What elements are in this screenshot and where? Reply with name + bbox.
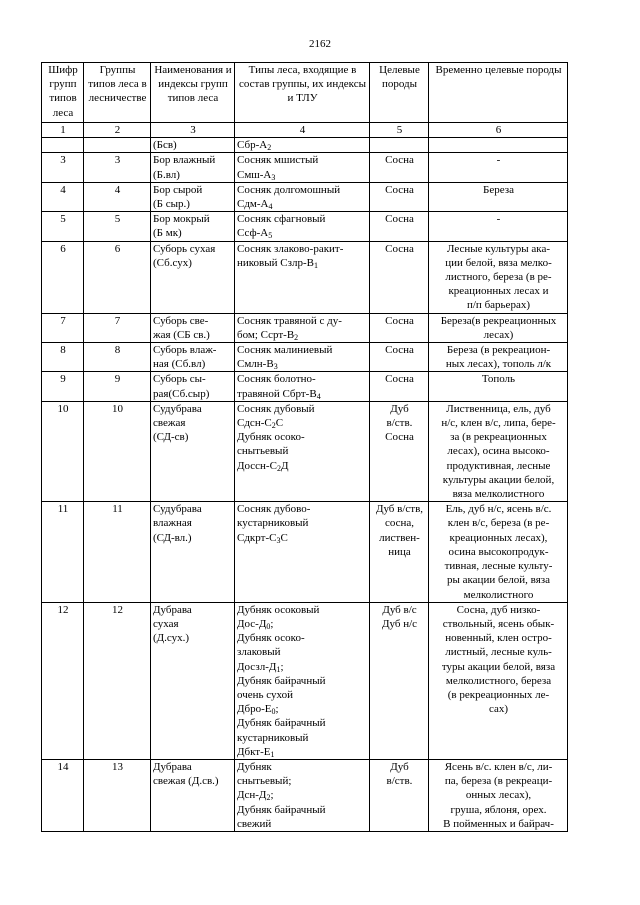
forest-types-cell: Сосняк малиниевый Смлн-$В_3$ xyxy=(235,343,370,372)
table-row xyxy=(42,153,568,182)
header-cell: Наименования и индексы групп типов леса xyxy=(151,63,235,123)
column-number: 3 xyxy=(151,123,235,138)
temporary-species-cell: - xyxy=(429,212,568,241)
group-number-cell: 13 xyxy=(84,759,151,831)
temporary-species-cell: Ясень в/с. клен в/с, ли- па, береза (в рекреаци- онных лесах), груша, яблоня, орех. В пойменных и байрач- xyxy=(429,759,568,831)
temporary-species-cell: Тополь xyxy=(429,372,568,401)
target-species-cell: Сосна xyxy=(370,212,429,241)
forest-types-cell: Сосняк дубовый Сдсн-$С_2С$ Дубняк осоко- снытьевый Доссн-$С_2Д$ xyxy=(235,401,370,501)
group-name-cell: Дубрава сухая (Д.сух.) xyxy=(151,602,235,759)
group-number-cell: 10 xyxy=(84,401,151,501)
forest-types-cell: Дубняк осоковый Дос-$Д_0$; Дубняк осоко- злаковый Досзл-$Д_1$; Дубняк байрачный очень сухой Дбро-$Е_0$; Дубняк байрачный кустарниковый Дбкт-$Е_1$ xyxy=(235,602,370,759)
target-species-cell: Дуб в/ств. xyxy=(370,759,429,831)
group-code-cell: 11 xyxy=(42,502,84,602)
header-cell: Шифр групп типов леса xyxy=(42,63,84,123)
target-species-cell: Дуб в/ств, сосна, листвен- ница xyxy=(370,502,429,602)
target-species-cell: Сосна xyxy=(370,313,429,342)
group-code-cell: 7 xyxy=(42,313,84,342)
forest-types-cell: Сосняк болотно- травяной Сбрт-$В_4$ xyxy=(235,372,370,401)
forest-types-cell: Сосняк сфагновый Ссф-$А_5$ xyxy=(235,212,370,241)
forest-groups-table xyxy=(41,62,568,832)
group-code-cell xyxy=(42,138,84,153)
forest-types-cell: Сосняк мшистый Смш-$А_3$ xyxy=(235,153,370,182)
group-code-cell: 9 xyxy=(42,372,84,401)
group-name-cell: Бор мокрый (Б мк) xyxy=(151,212,235,241)
forest-types-cell: Сбр-$А_2$ xyxy=(235,138,370,153)
group-number-cell: 5 xyxy=(84,212,151,241)
group-code-cell: 12 xyxy=(42,602,84,759)
group-code-cell: 5 xyxy=(42,212,84,241)
group-number-cell: 4 xyxy=(84,182,151,211)
header-cell: Временно целевые породы xyxy=(429,63,568,123)
temporary-species-cell: Сосна, дуб низко- ствольный, ясень обык- новенный, клен остро- листный, лесные куль- туры акации белой, вяза мелколистного, береза (в рекреационных ле- сах) xyxy=(429,602,568,759)
group-name-cell: Бор влажный (Б.вл) xyxy=(151,153,235,182)
table-row xyxy=(42,502,568,602)
target-species-cell: Дуб в/ств. Сосна xyxy=(370,401,429,501)
group-number-cell xyxy=(84,138,151,153)
group-name-cell: Суборь сы- рая(Сб.сыр) xyxy=(151,372,235,401)
target-species-cell: Сосна xyxy=(370,182,429,211)
group-name-cell: Суборь сухая (Сб.сух) xyxy=(151,241,235,313)
forest-types-cell: Сосняк травяной с ду- бом; Ссрт-$В_2$ xyxy=(235,313,370,342)
header-cell: Типы леса, входящие в состав группы, их индексы и ТЛУ xyxy=(235,63,370,123)
temporary-species-cell: Ель, дуб н/с, ясень в/с. клен в/с, береза (в ре- креационных лесах), осина высокопродук- тивная, лесные культу- ры акации белой, вяза мелколистного xyxy=(429,502,568,602)
temporary-species-cell: Лесные культуры ака- ции белой, вяза мелко- листного, береза (в ре- креационных лесах и п/п барьерах) xyxy=(429,241,568,313)
group-number-cell: 11 xyxy=(84,502,151,602)
group-code-cell: 10 xyxy=(42,401,84,501)
column-number: 2 xyxy=(84,123,151,138)
table-row xyxy=(42,343,568,372)
page-number: 2162 xyxy=(309,38,331,50)
temporary-species-cell: - xyxy=(429,153,568,182)
forest-types-cell: Сосняк долгомошный Сдм-$А_4$ xyxy=(235,182,370,211)
table-row xyxy=(42,313,568,342)
group-name-cell: (Бсв) xyxy=(151,138,235,153)
target-species-cell: Сосна xyxy=(370,372,429,401)
group-name-cell: Суборь влаж- ная (Сб.вл) xyxy=(151,343,235,372)
column-number: 5 xyxy=(370,123,429,138)
table-row xyxy=(42,602,568,759)
temporary-species-cell: Береза xyxy=(429,182,568,211)
temporary-species-cell xyxy=(429,138,568,153)
target-species-cell: Сосна xyxy=(370,153,429,182)
target-species-cell: Сосна xyxy=(370,343,429,372)
group-code-cell: 14 xyxy=(42,759,84,831)
column-number: 4 xyxy=(235,123,370,138)
header-cell: Группы типов леса в лесничестве xyxy=(84,63,151,123)
group-name-cell: Судубрава свежая (СД-св) xyxy=(151,401,235,501)
forest-types-cell: Сосняк злаково-ракит- никовый Сзлр-$В_1$ xyxy=(235,241,370,313)
group-number-cell: 7 xyxy=(84,313,151,342)
group-number-cell: 9 xyxy=(84,372,151,401)
group-name-cell: Бор сырой (Б сыр.) xyxy=(151,182,235,211)
group-number-cell: 8 xyxy=(84,343,151,372)
table-row xyxy=(42,138,568,153)
table-row xyxy=(42,372,568,401)
group-name-cell: Судубрава влажная (СД-вл.) xyxy=(151,502,235,602)
group-number-cell: 3 xyxy=(84,153,151,182)
target-species-cell: Дуб в/с Дуб н/с xyxy=(370,602,429,759)
group-name-cell: Суборь све- жая (СБ св.) xyxy=(151,313,235,342)
temporary-species-cell: Береза(в рекреационных лесах) xyxy=(429,313,568,342)
column-number-row xyxy=(42,123,568,138)
table-row xyxy=(42,401,568,501)
temporary-species-cell: Береза (в рекреацион- ных лесах), тополь л/к xyxy=(429,343,568,372)
group-code-cell: 4 xyxy=(42,182,84,211)
group-code-cell: 3 xyxy=(42,153,84,182)
group-number-cell: 6 xyxy=(84,241,151,313)
group-name-cell: Дубрава свежая (Д.св.) xyxy=(151,759,235,831)
header-cell: Целевые породы xyxy=(370,63,429,123)
group-number-cell: 12 xyxy=(84,602,151,759)
column-number: 1 xyxy=(42,123,84,138)
group-code-cell: 6 xyxy=(42,241,84,313)
header-row xyxy=(42,63,568,123)
temporary-species-cell: Лиственница, ель, дуб н/с, клен в/с, липа, бере- за (в рекреационных лесах), осина высоко- продуктивная, лесные культуры акации белой, вяза мелколистного xyxy=(429,401,568,501)
table-body xyxy=(42,138,568,832)
forest-types-cell: Сосняк дубово- кустарниковый Сдкрт-$С_3С$ xyxy=(235,502,370,602)
target-species-cell: Сосна xyxy=(370,241,429,313)
group-code-cell: 8 xyxy=(42,343,84,372)
table-row xyxy=(42,182,568,211)
forest-types-cell: Дубняк снытьевый; Дсн-$Д_2$; Дубняк байрачный свежий xyxy=(235,759,370,831)
table-row xyxy=(42,212,568,241)
table-row xyxy=(42,241,568,313)
target-species-cell xyxy=(370,138,429,153)
table-row xyxy=(42,759,568,831)
column-number: 6 xyxy=(429,123,568,138)
